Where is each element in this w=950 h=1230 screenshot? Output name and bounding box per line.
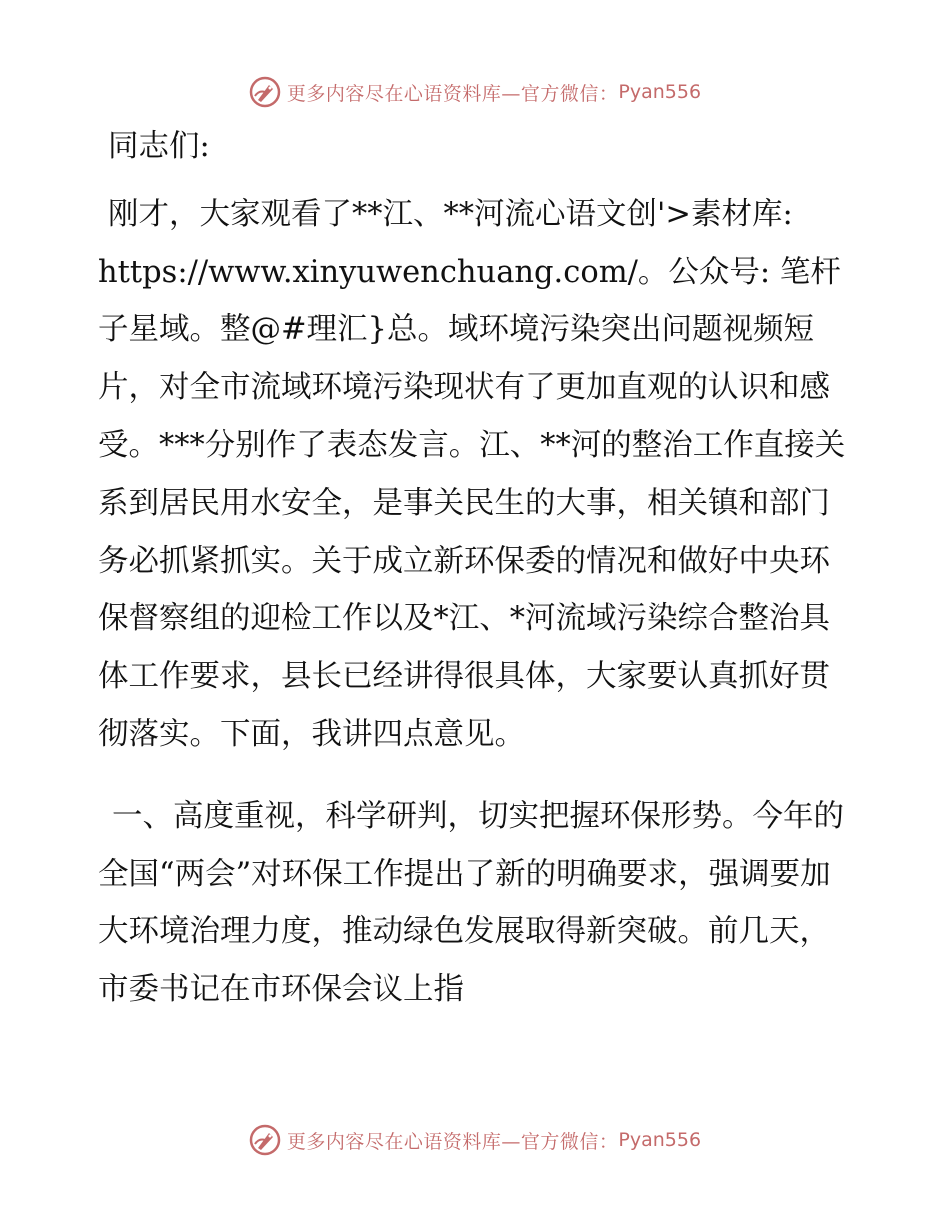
banner-text: 更多内容尽在心语资料库—官方微信： xyxy=(286,1130,619,1153)
pen-nib-logo-icon xyxy=(249,1124,281,1156)
paragraph-section-one: 一、高度重视，科学研判，切实把握环保形势。今年的全国“两会”对环保工作提出了新的明确要求，强调要加大环境治理力度，推动绿色发展取得新突破。前几天，市委书记在市环保会议上指 xyxy=(98,798,844,1008)
header-watermark-banner xyxy=(0,72,950,112)
pen-nib-logo-icon xyxy=(249,76,281,108)
banner-text: 更多内容尽在心语资料库—官方微信： xyxy=(286,82,619,105)
banner-contact: Pyan556 xyxy=(618,81,702,103)
paragraph-intro: 刚才，大家观看了**江、**河流心语文创'>素材库: https://www.xinyuwenchuang.com/。公众号: 笔杆子星域。整@#理汇}总。域环境污染突出问题视频短片，对全市流域环境污染现状有了更加直观的认识和感受。***分别作了表态发言。江、**河的整治工作直接关系到居民用水安全，是事关民生的大事，相关镇和部门务必抓紧抓实。关于成立新环保委的情况和做好中央环保督察组的迎检工作以及*江、*河流域污染综合整治具体工作要求，县长已经讲得很具体，大家要认真抓好贯彻落实。下面，我讲四点意见。 xyxy=(98,196,846,752)
banner-contact: Pyan556 xyxy=(618,1129,702,1151)
footer-watermark-banner xyxy=(0,1120,950,1160)
document-body xyxy=(98,118,858,1019)
salutation: 同志们: xyxy=(108,129,210,164)
